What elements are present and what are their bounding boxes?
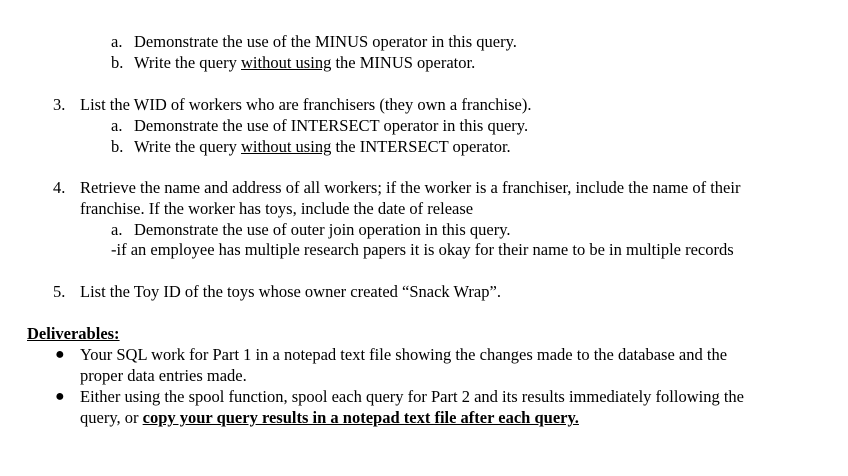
text-segment: the MINUS operator. bbox=[331, 53, 476, 72]
list-label-a: a. bbox=[111, 220, 123, 239]
underlined-text: without using bbox=[241, 53, 332, 72]
item-5-text: List the Toy ID of the toys whose owner created “Snack Wrap”. bbox=[80, 282, 501, 301]
bullet-icon: ● bbox=[55, 346, 65, 363]
text-segment: Write the query bbox=[134, 53, 242, 72]
underlined-text: without using bbox=[241, 137, 332, 156]
subitem-b-text bbox=[134, 137, 511, 157]
item-3-text: List the WID of workers who are franchisers (they own a franchise). bbox=[80, 95, 532, 114]
text-segment: query, or bbox=[80, 408, 143, 427]
list-label-b: b. bbox=[111, 53, 124, 72]
item-number-3: 3. bbox=[53, 95, 66, 114]
item-4-note: -if an employee has multiple research papers it is okay for their name to be in multiple records bbox=[111, 240, 734, 259]
list-label-a: a. bbox=[111, 32, 123, 51]
subitem-b-text bbox=[134, 53, 475, 73]
item-4-text-line2: franchise. If the worker has toys, include the date of release bbox=[80, 199, 474, 218]
item-number-4: 4. bbox=[53, 178, 66, 197]
text-segment: the INTERSECT operator. bbox=[331, 137, 511, 156]
item-4-text-line1: Retrieve the name and address of all workers; if the worker is a franchiser, include the name of their bbox=[80, 178, 741, 197]
subitem-a-text: Demonstrate the use of outer join operation in this query. bbox=[134, 220, 511, 239]
deliverable-1-line1: Your SQL work for Part 1 in a notepad text file showing the changes made to the database and the bbox=[80, 345, 728, 364]
item-number-5: 5. bbox=[53, 282, 66, 301]
deliverables-heading: Deliverables: bbox=[27, 324, 120, 343]
deliverable-2-line2 bbox=[80, 408, 579, 428]
deliverable-1-line2: proper data entries made. bbox=[80, 366, 247, 385]
subitem-a-text: Demonstrate the use of INTERSECT operator in this query. bbox=[134, 116, 529, 135]
list-label-a: a. bbox=[111, 116, 123, 135]
emphasized-text: copy your query results in a notepad text file after each query. bbox=[142, 408, 579, 427]
deliverable-2-line1: Either using the spool function, spool each query for Part 2 and its results immediately following the bbox=[80, 387, 744, 406]
subitem-a-text: Demonstrate the use of the MINUS operator in this query. bbox=[134, 32, 517, 51]
text-segment: Write the query bbox=[134, 137, 242, 156]
list-label-b: b. bbox=[111, 137, 124, 156]
bullet-icon: ● bbox=[55, 388, 65, 405]
